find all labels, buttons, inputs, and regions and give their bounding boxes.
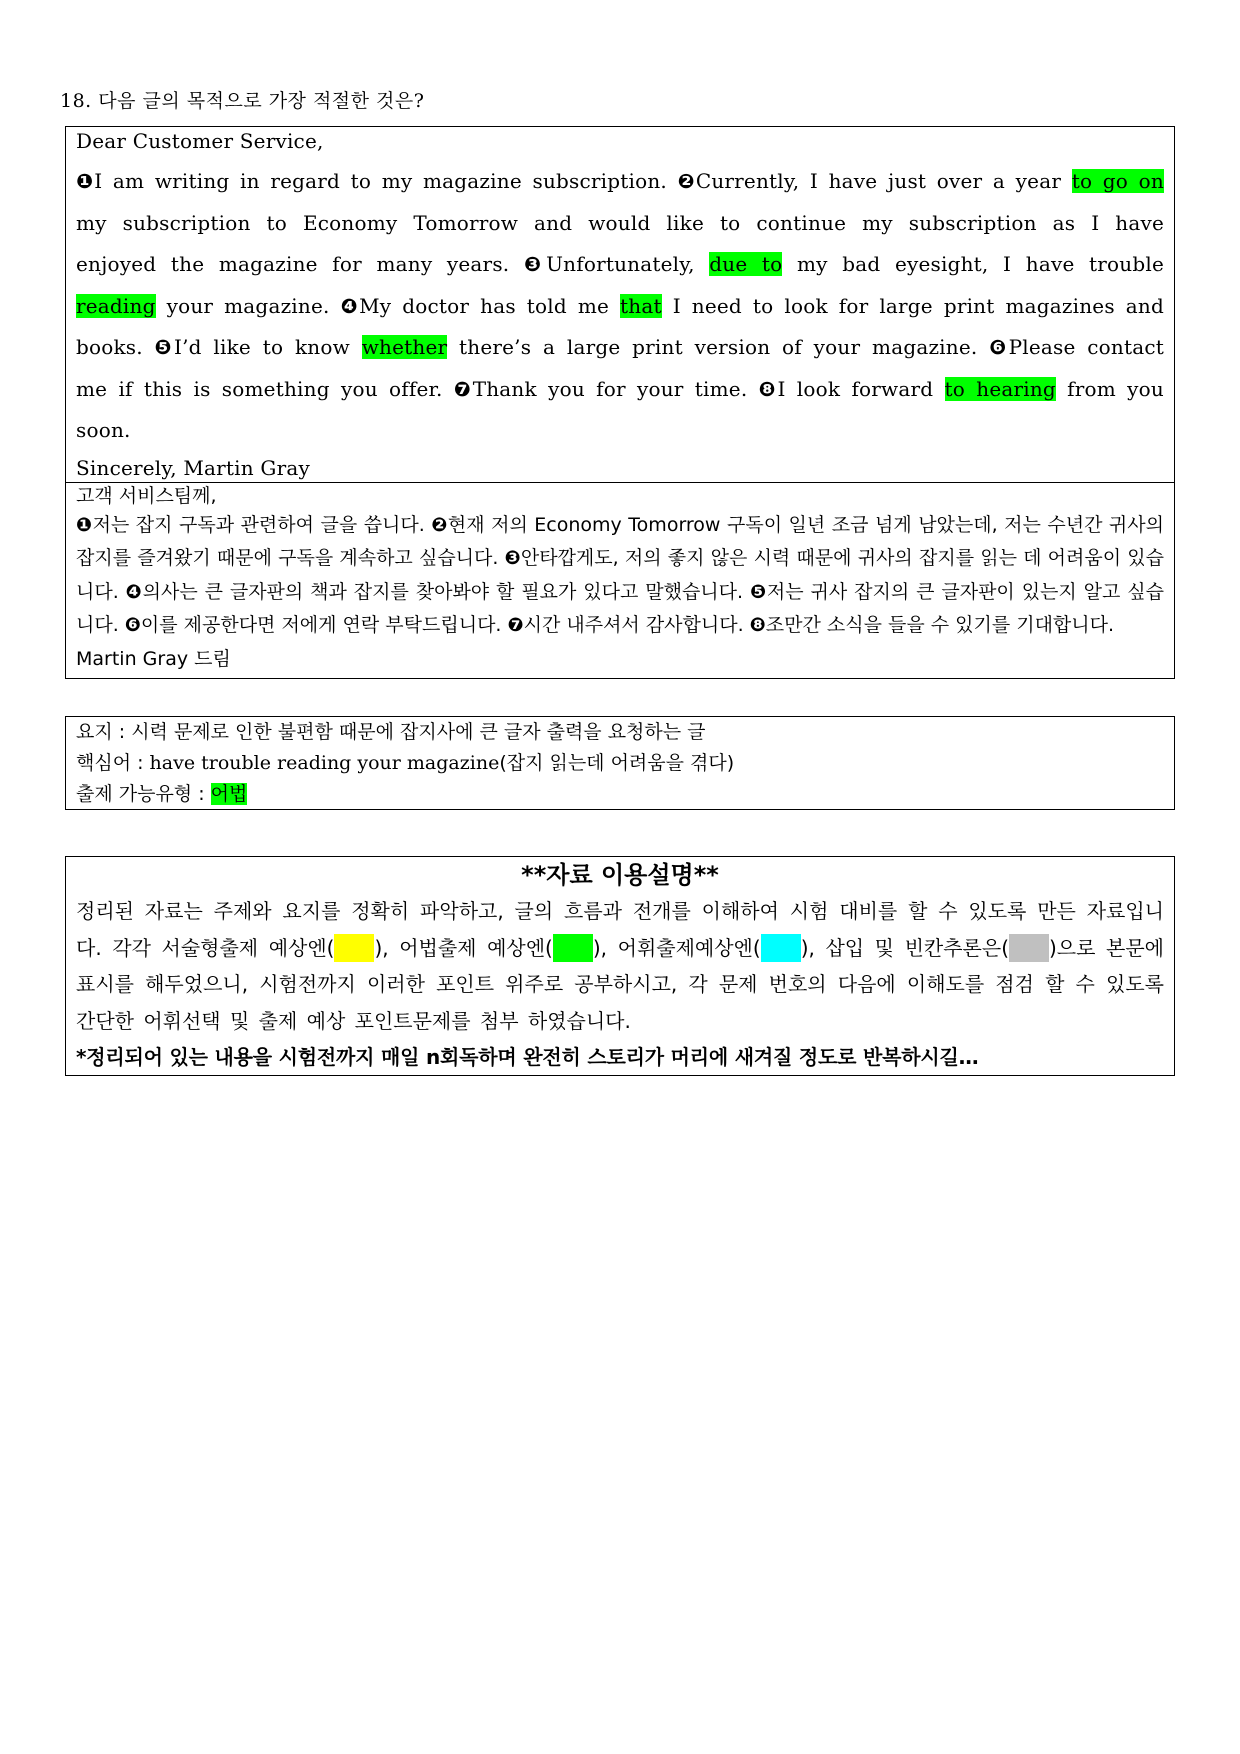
- passage-box: [65, 126, 1175, 679]
- grammar-highlight: due to: [709, 252, 783, 276]
- guide-text: 정리된 자료는 주제와 요지를 정확히 파악하고, 글의 흐름과 전개를 이해하여 시험 대비를 할 수 있도록 만든 자료입니다. 각각 서술형출제 예상엔(: [76, 899, 1164, 960]
- gray-swatch: [1009, 934, 1049, 962]
- guide-text: ), 삽입 및 빈칸추론은(: [800, 935, 1009, 960]
- sentence-8-part: from you soon.: [76, 376, 1164, 442]
- ko-sentence-5: 저는 귀사 잡지의 큰 글자판이 있는지 알고 싶습니다.: [76, 580, 1164, 636]
- sentence-2-part: Currently, I have just over a year: [695, 169, 1072, 193]
- ko-sentence-4: 의사는 큰 글자판의 책과 잡지를 찾아봐야 할 필요가 있다고 말했습니다.: [142, 580, 750, 603]
- ko-sentence-number-2: ❷: [431, 513, 448, 536]
- english-passage: [66, 127, 1174, 482]
- ko-sentence-number-8: ❽: [749, 614, 766, 636]
- translation-greeting: 고객 서비스팀께,: [76, 484, 217, 507]
- letter-closing: Sincerely, Martin Gray: [76, 455, 310, 480]
- sentence-number-5: ❺: [154, 335, 174, 359]
- keyword-label: 핵심어 :: [76, 752, 150, 774]
- ko-sentence-8: 조만간 소식을 들을 수 있기를 기대합니다.: [765, 614, 1115, 636]
- gist-text: 시력 문제로 인한 불편함 때문에 잡지사에 큰 글자 출력을 요청하는 글: [131, 721, 706, 743]
- sentence-3-part: my bad eyesight, I have trouble: [782, 252, 1165, 276]
- grammar-highlight: reading: [76, 293, 156, 318]
- sentence-8-part: I look forward: [777, 376, 945, 401]
- sentence-7: Thank you for your time.: [472, 376, 759, 401]
- grammar-highlight: to go on: [1071, 169, 1164, 193]
- ko-sentence-number-6: ❻: [124, 614, 141, 636]
- ko-sentence-number-5: ❺: [749, 580, 767, 603]
- sentence-number-4: ❹: [340, 293, 360, 318]
- guide-emphasis: *정리되어 있는 내용을 시험전까지 매일 n회독하며 완전히 스토리가 머리에 새겨질 정도로 반복하시길…: [76, 1045, 979, 1069]
- sentence-number-7: ❼: [453, 376, 473, 401]
- cyan-swatch: [761, 934, 801, 962]
- green-swatch: [553, 934, 593, 962]
- guide-text: )으로 본문에 표시를 해두었으니, 시험전까지 이러한 포인트 위주로 공부하시고, 각 문제 번호의 다음에 이해도를 점검 할 수 있도록 간단한 어휘선택 및 출제 예상 포인트문제를 첨부 하였습니다.: [76, 935, 1164, 1033]
- guide-body: [76, 893, 1164, 1039]
- keyword-line: [76, 748, 1164, 779]
- ko-sentence-number-1: ❶: [76, 513, 93, 536]
- gist-line: [76, 717, 1164, 748]
- gist-label: 요지 :: [76, 721, 132, 743]
- grammar-highlight: whether: [361, 335, 448, 359]
- sentence-number-2: ❷: [677, 169, 696, 193]
- korean-translation: [66, 482, 1174, 679]
- ko-sentence-number-7: ❼: [507, 614, 524, 636]
- letter-body: [76, 161, 1164, 452]
- ko-sentence-7: 시간 내주셔서 감사합니다.: [523, 614, 750, 636]
- ko-sentence-3: 안타깝게도, 저의 좋지 않은 시력 때문에 귀사의 잡지를 읽는 데 어려움이 있습니다.: [76, 547, 1164, 603]
- sentence-number-1: ❶: [76, 169, 95, 193]
- usage-guide-box: [65, 856, 1175, 1076]
- sentence-number-8: ❽: [758, 376, 778, 401]
- sentence-number-6: ❻: [989, 335, 1009, 359]
- question-type-value: 어법: [210, 783, 248, 805]
- sentence-5-part: there’s a large print version of your magazine.: [447, 335, 990, 359]
- sentence-number-3: ❸: [523, 252, 547, 276]
- summary-box: [65, 716, 1175, 810]
- sentence-5-part: I’d like to know: [173, 335, 362, 359]
- ko-sentence-number-4: ❹: [125, 580, 143, 603]
- sentence-6: Please contact me if this is something you offer.: [76, 335, 1164, 401]
- guide-text: ), 어법출제 예상엔(: [374, 935, 553, 960]
- sentence-2-part: my subscription to Economy Tomorrow and would like to continue my subscription as I have enjoyed the magazine for many years.: [76, 210, 1164, 276]
- letter-greeting: Dear Customer Service,: [76, 129, 324, 153]
- guide-text: ), 어휘출제예상엔(: [592, 935, 761, 960]
- question-title: 18. 다음 글의 목적으로 가장 적절한 것은?: [60, 90, 425, 112]
- ko-sentence-1: 저는 잡지 구독과 관련하여 글을 씁니다.: [92, 513, 432, 536]
- keyword-korean: (잡지 읽는데 어려움을 겪다): [499, 752, 735, 774]
- grammar-highlight: to hearing: [944, 376, 1056, 401]
- sentence-1: I am writing in regard to my magazine subscription.: [94, 169, 678, 193]
- sentence-3-part: Unfortunately,: [546, 252, 710, 276]
- ko-sentence-2: 현재 저의 Economy Tomorrow 구독이 일년 조금 넘게 남았는데, 저는 수년간 귀사의 잡지를 즐겨왔기 때문에 구독을 계속하고 싶습니다.: [76, 513, 1164, 569]
- sentence-3-part: your magazine.: [155, 293, 341, 318]
- yellow-swatch: [334, 934, 374, 962]
- ko-sentence-number-3: ❸: [504, 547, 521, 569]
- sentence-4-part: I need to look for large print magazines and books.: [76, 293, 1164, 359]
- grammar-highlight: that: [620, 293, 662, 318]
- guide-title: **자료 이용설명**: [521, 861, 719, 889]
- translation-closing: Martin Gray 드림: [76, 647, 231, 670]
- ko-sentence-6: 이를 제공한다면 저에게 연락 부탁드립니다.: [140, 614, 508, 636]
- keyword-english: have trouble reading your magazine: [149, 752, 500, 774]
- question-type-label: 출제 가능유형 :: [76, 783, 211, 805]
- sentence-4-part: My doctor has told me: [359, 293, 621, 318]
- translation-body: [76, 509, 1164, 643]
- question-type-line: [76, 779, 1164, 810]
